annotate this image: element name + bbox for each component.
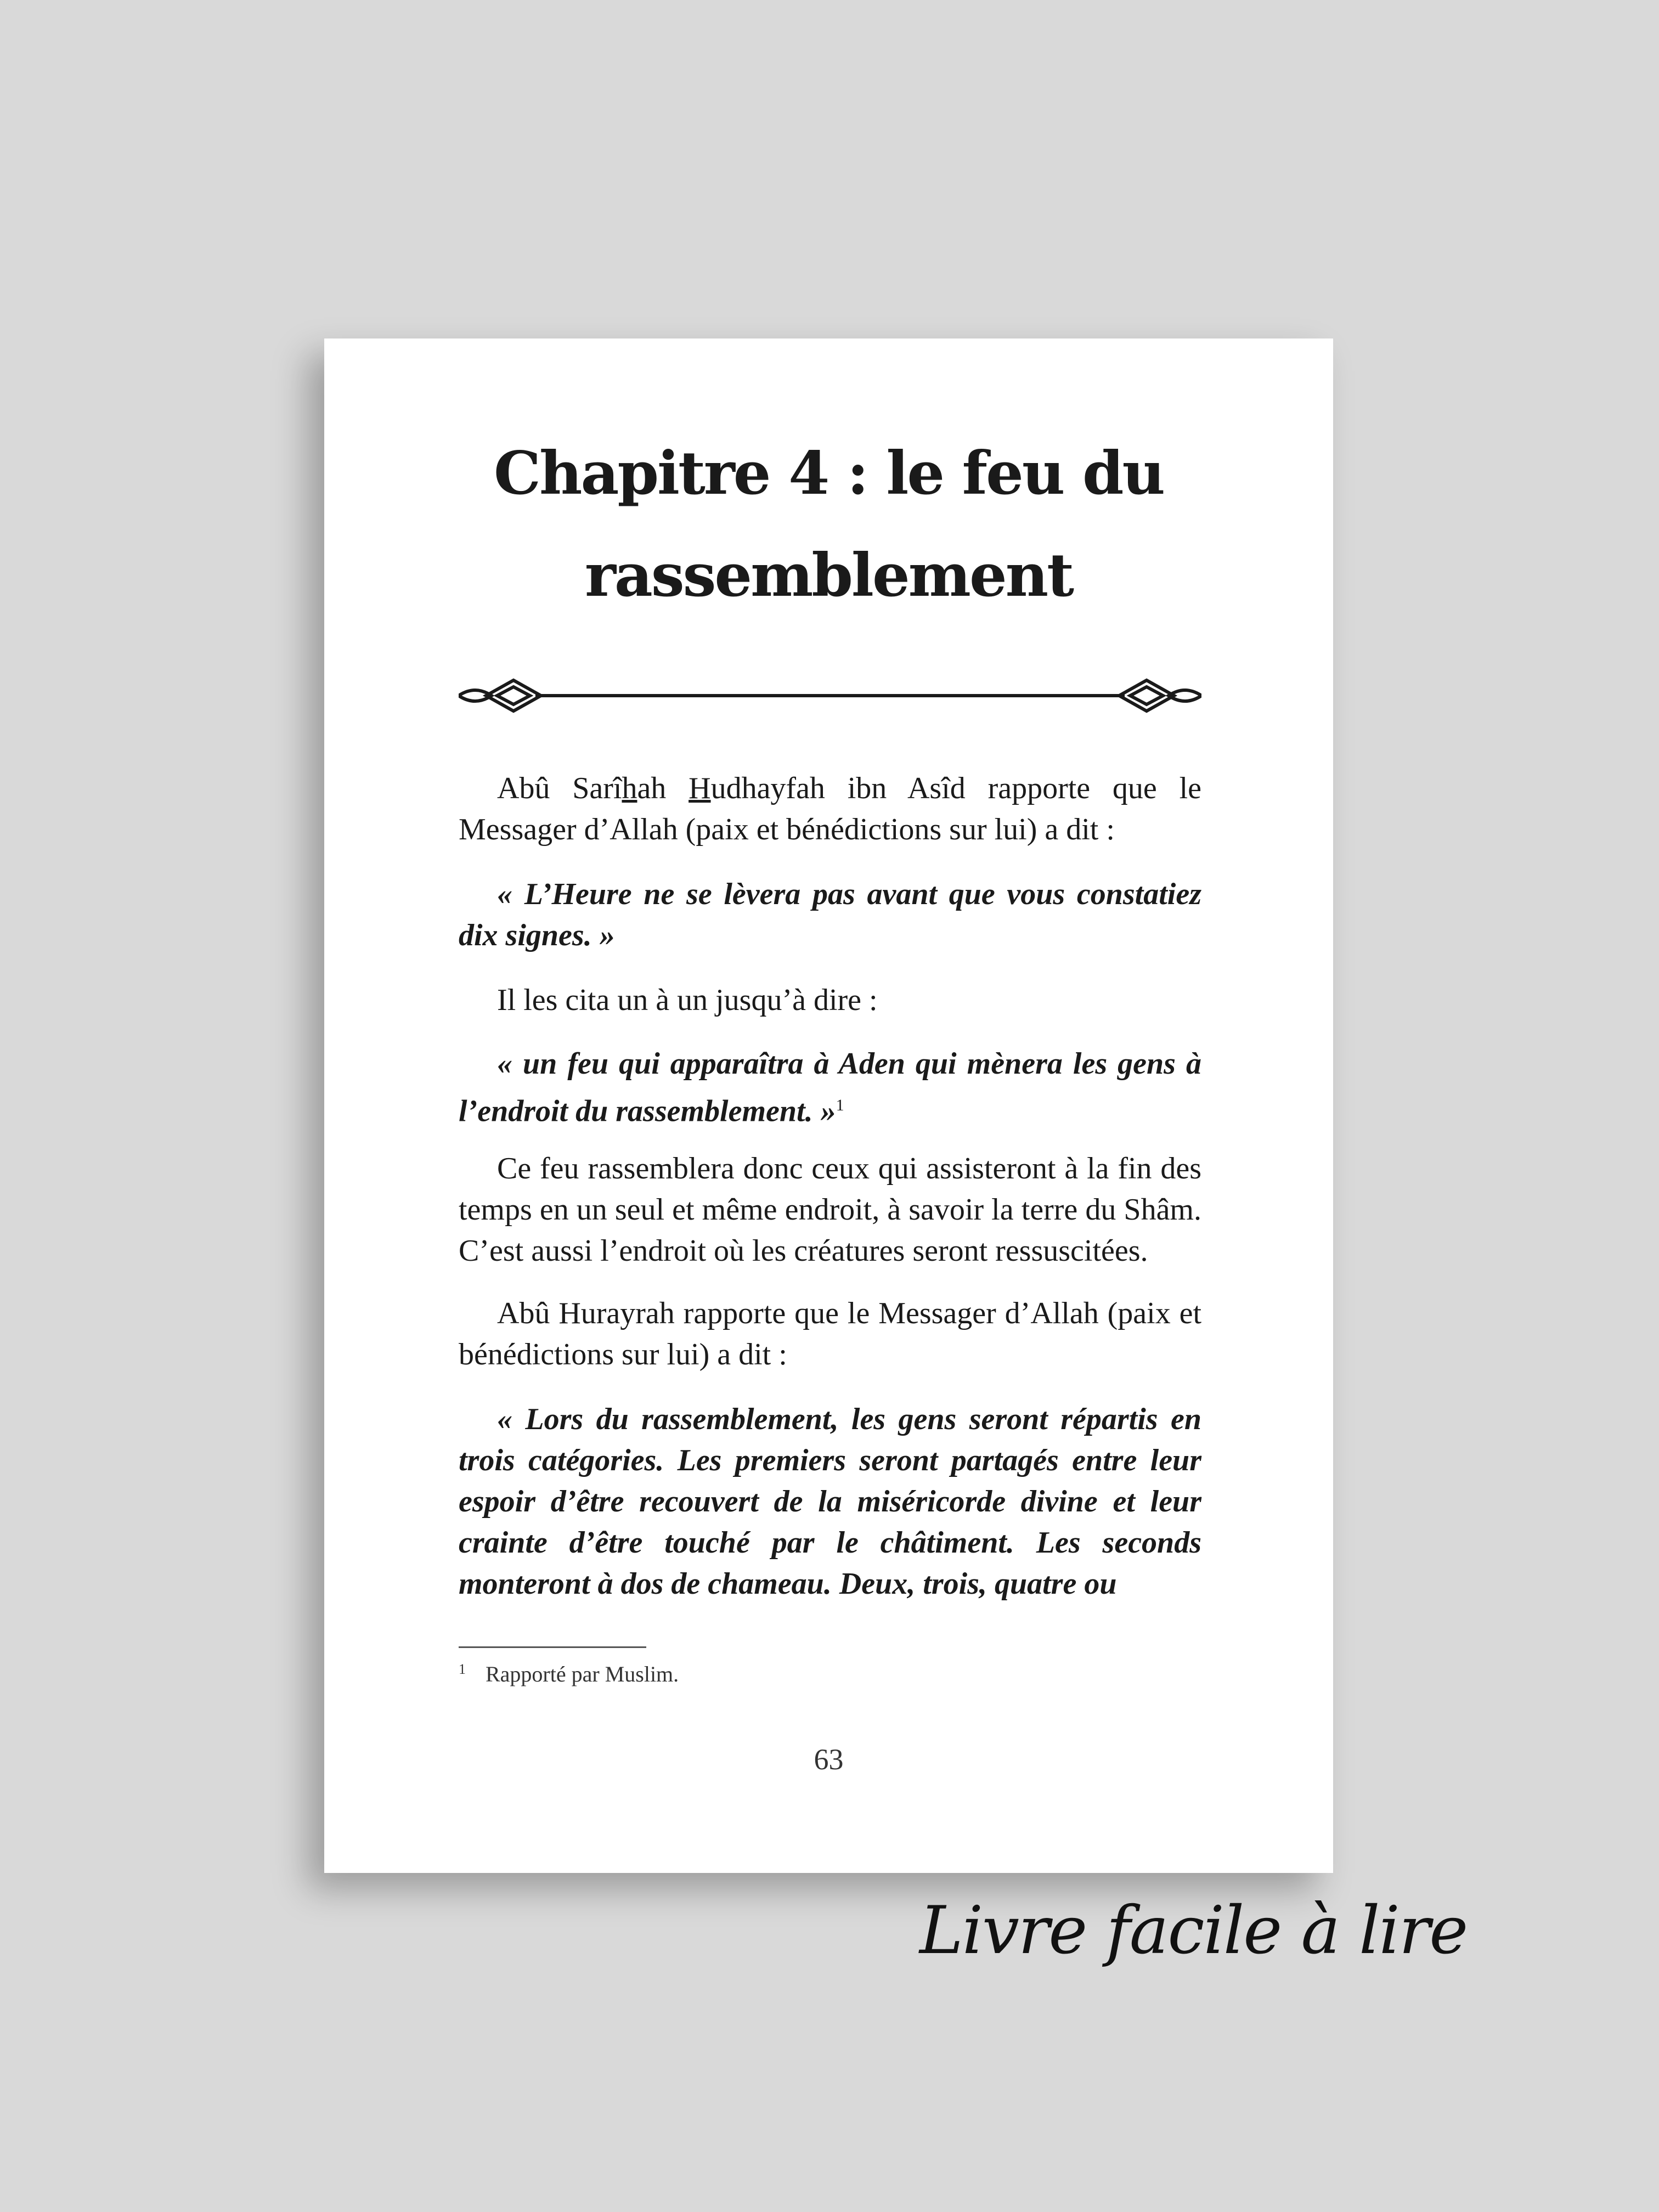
caption: Livre facile à lire [919,1893,1468,1969]
footnote [459,1661,679,1687]
paragraph-2: Il les cita un à un jusqu’à dire : [497,983,878,1017]
ornament-divider [459,674,1201,718]
footnote-divider [459,1646,646,1648]
chapter-title-line2: rassemblement [584,541,1073,610]
text: Abû Sarî [497,771,622,805]
paragraph-3: Ce feu rassemblera donc ceux qui assisteront à la fin des temps en un seul et même endroit, à savoir la terre du Shâm. C’est aussi l’endroit où les créatures seront ressuscitées. [459,1152,1201,1268]
chapter-title [324,422,1333,627]
footnote-number: 1 [459,1661,466,1677]
footnote-text: Rapporté par Muslim. [486,1662,679,1686]
chapter-title-line1: Chapitre 4 : le feu du [494,439,1164,508]
quote-1: « L’Heure ne se lèvera pas avant que vous constatiez dix signes. » [459,877,1201,952]
footnote-ref[interactable]: 1 [836,1096,844,1114]
quote-3: « Lors du rassemblement, les gens seront répartis en trois catégories. Les premiers seront partagés entre leur espoir d’être recouvert de la miséricorde divine et leur crainte d’être touché par le châtiment. Les seconds monteront à dos de chameau. Deux, trois, quatre ou [459,1402,1201,1601]
paragraph-intro-1 [459,768,1201,850]
text: udhayfah ibn Asîd rapporte que le Messager d’Allah (paix et bénédictions sur lui) a dit : [459,771,1201,847]
paragraph-4: Abû Hurayrah rapporte que le Messager d’Allah (paix et bénédictions sur lui) a dit : [459,1296,1201,1372]
quote-2 [459,1043,1201,1132]
page-number: 63 [814,1743,844,1776]
text-underlined: H [689,771,711,805]
text: ah [637,771,689,805]
quote-text: « un feu qui apparaîtra à Aden qui mènera les gens à l’endroit du rassemblement. » [459,1047,1201,1128]
text-underlined: h [622,771,637,805]
